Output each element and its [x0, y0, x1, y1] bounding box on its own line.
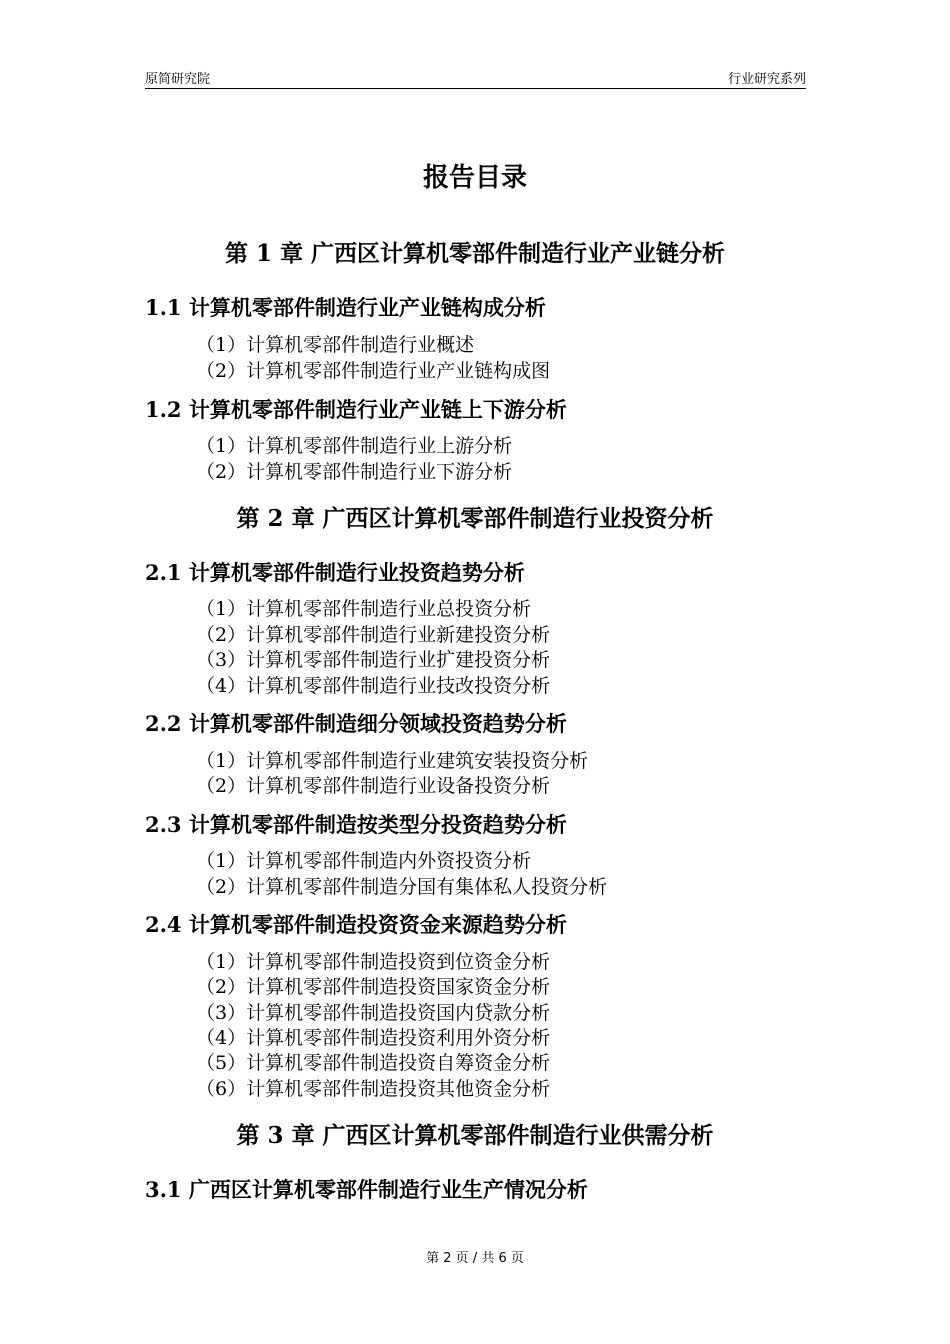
section-heading: 2.2 计算机零部件制造细分领域投资趋势分析 [145, 711, 567, 736]
toc-item: （1）计算机零部件制造行业建筑安装投资分析 [196, 750, 589, 772]
toc-item: （2）计算机零部件制造投资国家资金分析 [196, 976, 551, 998]
page-footer: 第 2 页 / 共 6 页 [426, 1251, 524, 1266]
toc-item: （1）计算机零部件制造行业上游分析 [196, 435, 513, 457]
toc-item: （4）计算机零部件制造行业技改投资分析 [196, 675, 551, 697]
page-header [145, 68, 806, 89]
section-heading: 1.2 计算机零部件制造行业产业链上下游分析 [145, 397, 567, 422]
chapter-heading: 第 2 章 广西区计算机零部件制造行业投资分析 [236, 505, 714, 532]
toc-item: （3）计算机零部件制造投资国内贷款分析 [196, 1002, 551, 1024]
toc-item: （3）计算机零部件制造行业扩建投资分析 [196, 649, 551, 671]
section-heading: 3.1 广西区计算机零部件制造行业生产情况分析 [145, 1177, 588, 1202]
toc-item: （2）计算机零部件制造分国有集体私人投资分析 [196, 876, 608, 898]
chapter-heading: 第 3 章 广西区计算机零部件制造行业供需分析 [236, 1122, 714, 1149]
section-heading: 2.4 计算机零部件制造投资资金来源趋势分析 [145, 912, 567, 937]
toc-item: （4）计算机零部件制造投资利用外资分析 [196, 1027, 551, 1049]
toc-item: （1）计算机零部件制造内外资投资分析 [196, 850, 532, 872]
header-left-text: 原简研究院 [145, 72, 211, 87]
toc-item: （2）计算机零部件制造行业设备投资分析 [196, 775, 551, 797]
toc-item: （2）计算机零部件制造行业新建投资分析 [196, 624, 551, 646]
header-right-text: 行业研究系列 [727, 72, 806, 87]
toc-item: （5）计算机零部件制造投资自筹资金分析 [196, 1052, 551, 1074]
section-heading: 2.3 计算机零部件制造按类型分投资趋势分析 [145, 812, 567, 837]
toc-item: （6）计算机零部件制造投资其他资金分析 [196, 1078, 551, 1100]
toc-item: （1）计算机零部件制造行业概述 [196, 334, 475, 356]
toc-item: （1）计算机零部件制造投资到位资金分析 [196, 951, 551, 973]
toc-item: （2）计算机零部件制造行业下游分析 [196, 461, 513, 483]
section-heading: 1.1 计算机零部件制造行业产业链构成分析 [145, 295, 546, 320]
toc-item: （2）计算机零部件制造行业产业链构成图 [196, 360, 551, 382]
page-title: 报告目录 [422, 163, 527, 193]
chapter-heading: 第 1 章 广西区计算机零部件制造行业产业链分析 [224, 240, 726, 267]
toc-item: （1）计算机零部件制造行业总投资分析 [196, 598, 532, 620]
section-heading: 2.1 计算机零部件制造行业投资趋势分析 [145, 560, 525, 585]
